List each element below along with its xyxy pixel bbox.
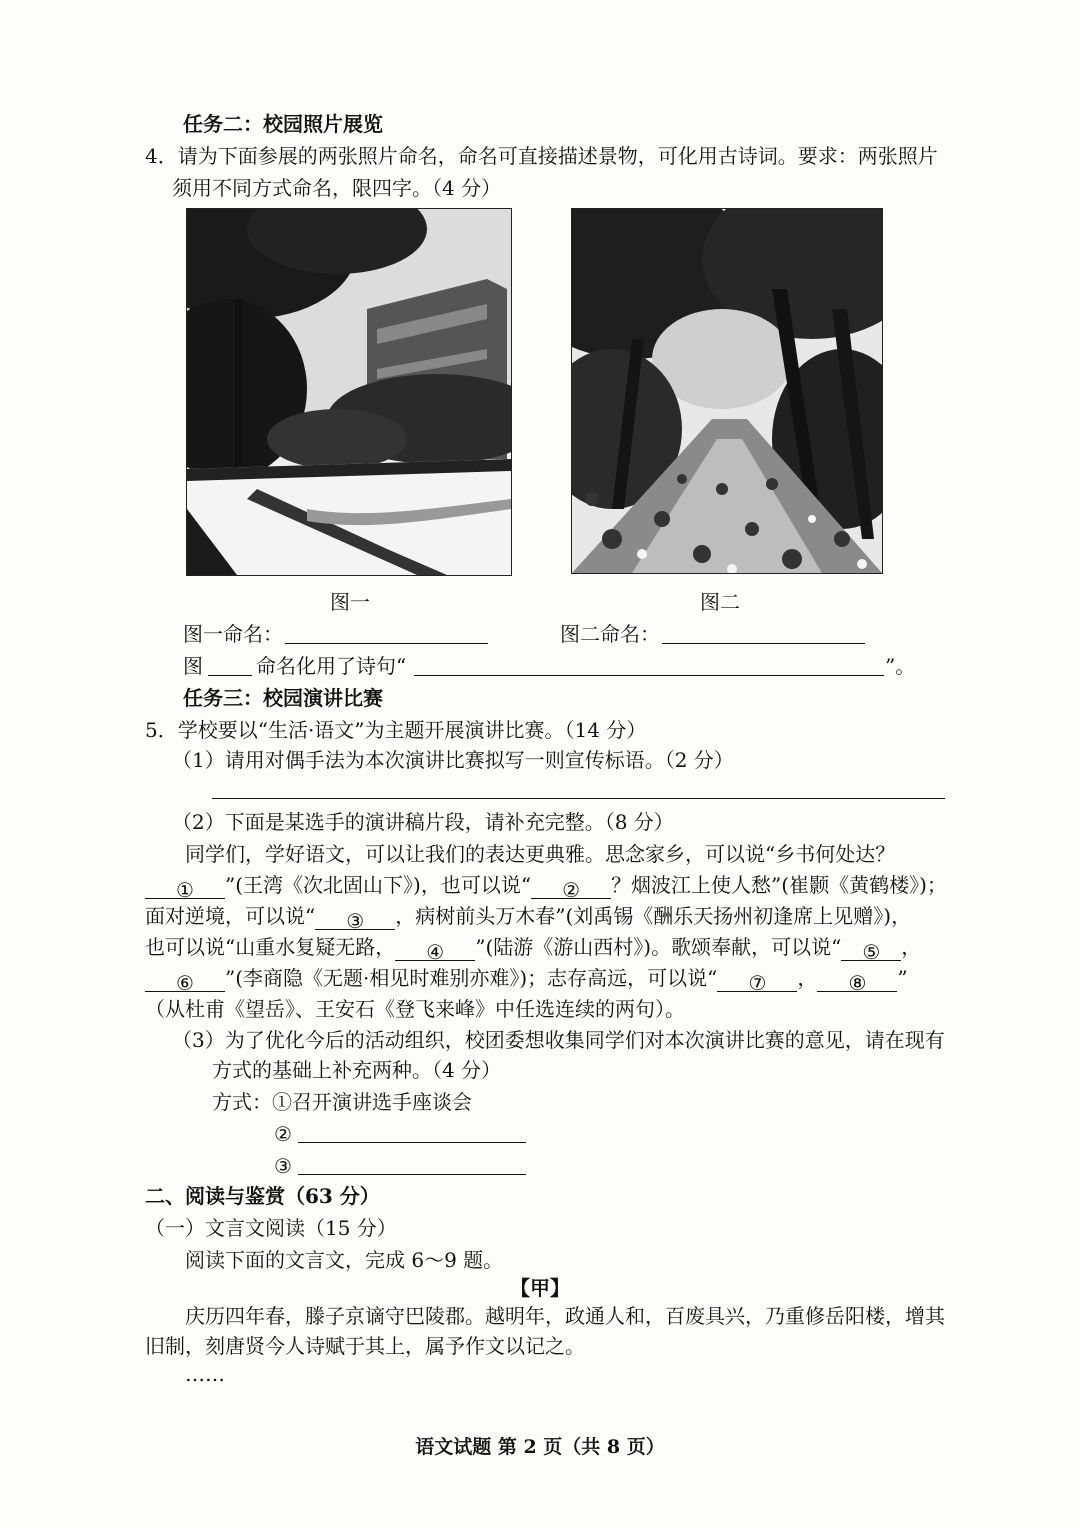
figure-1-name-blank[interactable] <box>285 643 488 644</box>
method-2-blank[interactable] <box>298 1142 526 1143</box>
speech-line-4-a: 也可以说“山重水复疑无路， <box>145 935 396 959</box>
section2-title: 二、阅读与鉴赏（63 分） <box>145 1184 380 1208</box>
speech-line-2 <box>145 871 947 902</box>
question-4-line1: 4．请为下面参展的两张照片命名，命名可直接描述景物，可化用古诗词。要求：两张照片 <box>145 144 938 168</box>
speech-line-3 <box>145 902 912 933</box>
blank-3[interactable]: ③ <box>315 907 395 930</box>
poem-line-suffix: ”。 <box>885 654 916 678</box>
blank-8[interactable]: ⑧ <box>817 969 897 992</box>
section2-sub1: （一）文言文阅读（15 分） <box>145 1216 397 1240</box>
leafy-path-image <box>572 209 882 573</box>
speech-line-2-a: ”(王湾《次北固山下》)，也可以说“ <box>225 873 532 897</box>
figure-number-blank[interactable] <box>208 675 252 676</box>
speech-line-6: （从杜甫《望岳》、王安石《登飞来峰》中任选连续的两句）。 <box>145 997 685 1021</box>
method-label: 方式：①召开演讲选手座谈会 <box>212 1090 472 1114</box>
speech-line-5 <box>145 964 908 995</box>
passage-ellipsis: …… <box>185 1362 225 1386</box>
blank-4[interactable]: ④ <box>395 938 475 961</box>
speech-line-5-a: ”(李商隐《无题·相见时难别亦难》)；志存高远，可以说“ <box>225 966 718 990</box>
page-footer: 语文试题 第 2 页（共 8 页） <box>415 1436 665 1458</box>
photo-figure-1 <box>186 208 512 576</box>
question-5-3-line2: 方式的基础上补充两种。（4 分） <box>212 1058 502 1082</box>
speech-line-5-c: ” <box>897 966 908 990</box>
question-5-3-line1: （3）为了优化今后的活动组织，校团委想收集同学们对本次演讲比赛的意见，请在现有 <box>172 1028 945 1052</box>
speech-line-3-a: 面对逆境，可以说“ <box>145 904 316 928</box>
question-5: 5．学校要以“生活·语文”为主题开展演讲比赛。（14 分） <box>145 718 647 742</box>
question-5-1: （1）请用对偶手法为本次演讲比赛拟写一则宣传标语。（2 分） <box>172 748 734 772</box>
blank-7[interactable]: ⑦ <box>717 969 797 992</box>
speech-line-4-c: ， <box>901 935 922 959</box>
speech-line-5-b: ， <box>797 966 818 990</box>
campus-pond-image <box>187 209 511 575</box>
passage-line-1: 庆历四年春，滕子京谪守巴陵郡。越明年，政通人和，百废具兴，乃重修岳阳楼，增其 <box>185 1304 945 1328</box>
task3-title: 任务三：校园演讲比赛 <box>183 686 383 710</box>
blank-1[interactable]: ① <box>145 876 225 899</box>
figure-1-name-label: 图一命名： <box>183 622 283 646</box>
speech-line-2-b: ？烟波江上使人愁”(崔颢《黄鹤楼》)； <box>611 873 947 897</box>
slogan-answer-blank[interactable] <box>212 798 945 799</box>
figure-2-name-label: 图二命名： <box>560 622 660 646</box>
speech-line-3-b: ，病树前头万木春”(刘禹锡《酬乐天扬州初逢席上见赠》)， <box>395 904 912 928</box>
passage-title: 【甲】 <box>510 1276 570 1300</box>
question-4-line2: 须用不同方式命名，限四字。（4 分） <box>172 176 502 200</box>
method-2-label: ② <box>274 1122 292 1146</box>
poem-line-mid: 命名化用了诗句“ <box>256 654 407 678</box>
method-3-blank[interactable] <box>298 1174 526 1175</box>
speech-line-1: 同学们，学好语文，可以让我们的表达更典雅。思念家乡，可以说“乡书何处达？ <box>185 842 896 866</box>
speech-line-4-b: ”(陆游《游山西村》)。歌颂奉献，可以说“ <box>475 935 842 959</box>
passage-line-2: 旧制，刻唐贤今人诗赋于其上，属予作文以记之。 <box>145 1334 585 1358</box>
reading-instruction: 阅读下面的文言文，完成 6～9 题。 <box>185 1248 504 1272</box>
task2-title: 任务二：校园照片展览 <box>183 112 383 136</box>
blank-6[interactable]: ⑥ <box>145 969 225 992</box>
poem-line-prefix: 图 <box>183 654 203 678</box>
figure-2-caption: 图二 <box>700 590 740 614</box>
figure-2-name-blank[interactable] <box>662 643 865 644</box>
speech-line-4 <box>145 933 922 964</box>
blank-2[interactable]: ② <box>531 876 611 899</box>
figure-1-caption: 图一 <box>330 590 370 614</box>
blank-5[interactable]: ⑤ <box>841 938 901 961</box>
poem-quote-blank[interactable] <box>414 675 884 676</box>
question-5-2: （2）下面是某选手的演讲稿片段，请补充完整。（8 分） <box>172 810 674 834</box>
photo-figure-2 <box>571 208 883 574</box>
method-3-label: ③ <box>274 1154 292 1178</box>
